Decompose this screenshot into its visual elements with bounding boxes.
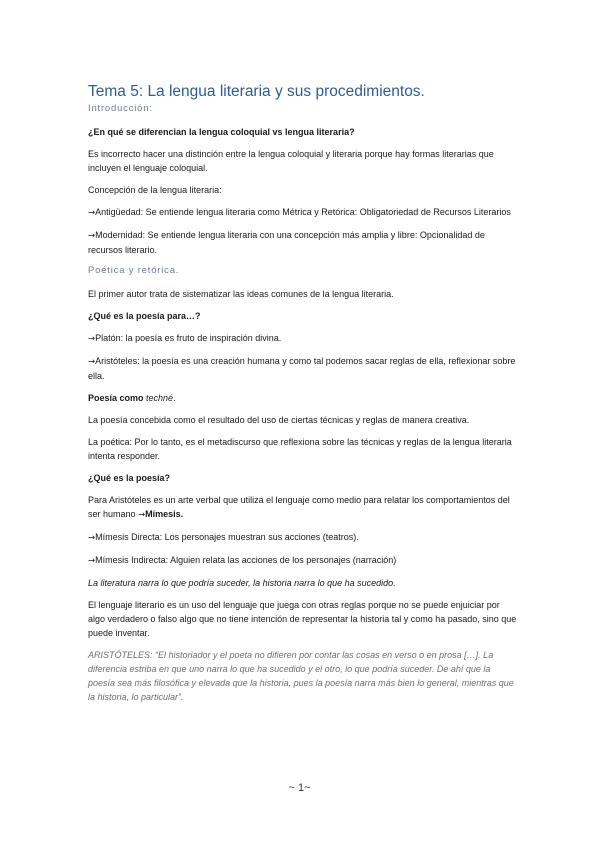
paragraph-literatura-narra: La literatura narra lo que podría suceder, la historia narra lo que ha sucedido. <box>88 578 396 588</box>
paragraph-la-poetica: La poética: Por lo tanto, es el metadiscurso que reflexiona sobre las técnicas y reglas de la lengua literaria intenta responder. <box>88 437 512 461</box>
bullet-platon: →Platón: la poesía es fruto de inspiración divina. <box>88 333 282 344</box>
document-page <box>88 82 518 712</box>
poetica-subheading: Poética y retórica. <box>88 265 180 276</box>
question-que-es-poesia: ¿Qué es la poesía? <box>88 473 171 483</box>
arrow-icon: → <box>88 334 96 344</box>
paragraph-lenguaje-literario: El lenguaje literario es un uso del lenguaje que juega con otras reglas porque no se puede enjuiciar por algo verdadero o falso algo que no tiene intención de representar la historia tal y como ha pasado, sino que puede inventar. <box>88 600 517 638</box>
arrow-icon: → <box>88 231 96 241</box>
arrow-icon: → <box>88 357 96 367</box>
document-title: Tema 5: La lengua literaria y sus procedimientos. <box>88 83 425 100</box>
bullet-mimesis-indirecta: →Mímesis Indirecta: Alguien relata las acciones de los personajes (narración) <box>88 555 397 566</box>
arrow-icon: → <box>138 510 146 520</box>
bullet-modernidad: →Modernidad: Se entiende lengua literaria con una concepción más amplia y libre: Opcionalidad de recursos literario. <box>88 230 485 255</box>
bullet-mimesis-directa: →Mímesis Directa: Los personajes muestran sus acciones (teatros). <box>88 532 359 543</box>
arrow-icon: → <box>88 208 96 218</box>
intro-subheading: Introducción: <box>88 103 153 114</box>
quote-aristoteles: ARISTÓTELES: “El historiador y el poeta no difieren por contar las cosas en verso o en prosa […]. La diferencia estriba en que uno narra lo que ha sucedido y el otro, lo que podría suceder. De ahí que la poesía sea más filosófica y elevada que la historia, pues la poesía narra más bien lo general, mientras que la historia, lo particular”. <box>88 650 514 702</box>
paragraph-poesia-concebida: La poesía concebida como el resultado del uso de ciertas técnicas y reglas de manera creativa. <box>88 415 470 425</box>
arrow-icon: → <box>88 533 96 543</box>
paragraph-distincion: Es incorrecto hacer una distinción entre la lengua coloquial y literaria porque hay formas literarias que incluyen el lenguaje coloquial. <box>88 149 494 173</box>
arrow-icon: → <box>88 556 96 566</box>
bullet-antiguedad: →Antigüedad: Se entiende lengua literaria como Métrica y Retórica: Obligatoriedad de Recursos Literarios <box>88 207 511 218</box>
question-coloquial-vs-literaria: ¿En qué se diferencian la lengua coloquial vs lengua literaria? <box>88 127 355 137</box>
paragraph-aristoteles-arte: Para Aristóteles es un arte verbal que utiliza el lenguaje como medio para relatar los comportamientos del ser humano →Mímesis. <box>88 495 510 520</box>
paragraph-primer-autor: El primer autor trata de sistematizar las ideas comunes de la lengua literaria. <box>88 289 394 299</box>
page-number: ~ 1~ <box>288 782 311 794</box>
question-poesia-para: ¿Qué es la poesía para…? <box>88 311 201 321</box>
bullet-aristoteles: →Aristóteles: la poesía es una creación humana y como tal podemos sacar reglas de ella, reflexionar sobre ella. <box>88 356 516 381</box>
heading-techne: Poesía como techné. <box>88 393 176 403</box>
paragraph-concepcion: Concepción de la lengua literaria: <box>88 185 222 195</box>
